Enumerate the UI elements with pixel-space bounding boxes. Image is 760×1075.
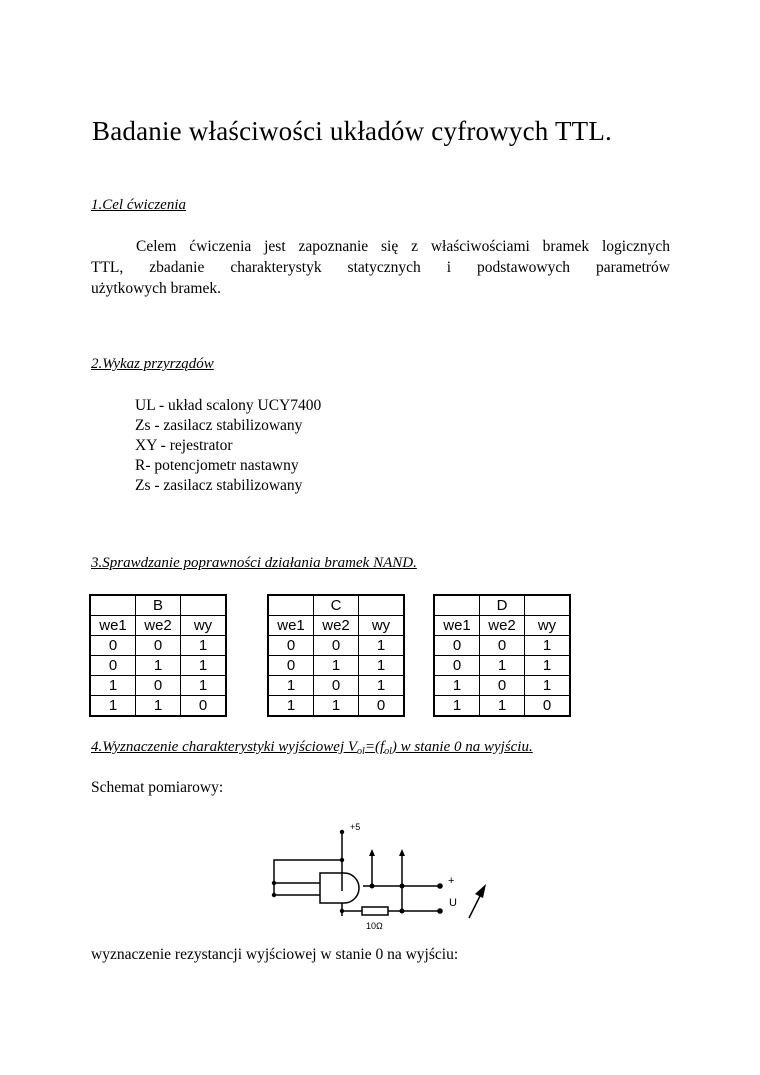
table-cell: 0 bbox=[136, 676, 181, 696]
table-cell: 1 bbox=[359, 636, 405, 656]
table-cell: 1 bbox=[359, 676, 405, 696]
table-cell: 1 bbox=[90, 696, 136, 717]
table-cell: 1 bbox=[268, 696, 314, 717]
section-1-heading: 1.Cel ćwiczenia bbox=[91, 197, 186, 213]
table-row bbox=[90, 676, 226, 696]
heading-subscript: ol bbox=[384, 746, 392, 757]
equipment-item: Zs - zasilacz stabilizowany bbox=[135, 477, 303, 494]
table-cell bbox=[525, 595, 571, 616]
table-row bbox=[268, 656, 404, 676]
table-cell: 0 bbox=[90, 656, 136, 676]
table-cell bbox=[90, 595, 136, 616]
column-header: wy bbox=[359, 616, 405, 636]
table-cell bbox=[268, 595, 314, 616]
nand-gate bbox=[320, 873, 359, 903]
table-row bbox=[434, 676, 570, 696]
resistor bbox=[362, 907, 388, 915]
truth-table-c bbox=[267, 594, 405, 717]
table-row bbox=[434, 656, 570, 676]
equipment-item: UL - układ scalony UCY7400 bbox=[135, 397, 322, 414]
table-row bbox=[434, 636, 570, 656]
table-row bbox=[90, 696, 226, 717]
table-cell: 1 bbox=[525, 636, 571, 656]
table-cell: 0 bbox=[90, 636, 136, 656]
equipment-item: XY - rejestrator bbox=[135, 437, 233, 454]
truth-table-b bbox=[89, 594, 227, 717]
table-row bbox=[268, 636, 404, 656]
table-cell: 1 bbox=[181, 676, 227, 696]
table-cell: 1 bbox=[181, 656, 227, 676]
table-cell: 0 bbox=[359, 696, 405, 717]
heading-part: 4.Wyznaczenie charakterystyki wyjściowej V bbox=[91, 739, 358, 755]
column-header: wy bbox=[181, 616, 227, 636]
equipment-item: Zs - zasilacz stabilizowany bbox=[135, 417, 303, 434]
table-row bbox=[268, 676, 404, 696]
table-cell: 0 bbox=[314, 676, 359, 696]
table-cell: 0 bbox=[480, 676, 525, 696]
table-row bbox=[90, 636, 226, 656]
table-cell: 1 bbox=[314, 656, 359, 676]
table-cell: 1 bbox=[525, 676, 571, 696]
column-header: we1 bbox=[268, 616, 314, 636]
schema-label: Schemat pomiarowy: bbox=[91, 779, 224, 796]
heading-part: ) w stanie 0 na wyjściu. bbox=[391, 739, 533, 755]
paragraph-line: użytkowych bramek. bbox=[91, 280, 221, 297]
table-cell: 0 bbox=[434, 656, 480, 676]
table-cell: 1 bbox=[136, 696, 181, 717]
section-2-heading: 2.Wykaz przyrządów bbox=[91, 356, 214, 372]
table-cell: 1 bbox=[480, 656, 525, 676]
table-cell: 0 bbox=[314, 636, 359, 656]
table-cell: 1 bbox=[181, 636, 227, 656]
arrow-head bbox=[475, 884, 486, 898]
section-3-heading: 3.Sprawdzanie poprawności działania bramek NAND. bbox=[91, 555, 417, 571]
voltage-label: U bbox=[449, 897, 457, 909]
table-cell: 0 bbox=[268, 636, 314, 656]
table-cell: 0 bbox=[268, 656, 314, 676]
table-cell: 1 bbox=[359, 656, 405, 676]
equipment-item: R- potencjometr nastawny bbox=[135, 457, 299, 474]
table-cell: 1 bbox=[434, 676, 480, 696]
table-cell: 0 bbox=[136, 636, 181, 656]
column-header: we1 bbox=[434, 616, 480, 636]
table-cell: 1 bbox=[90, 676, 136, 696]
table-cell: 1 bbox=[268, 676, 314, 696]
table-cell: 0 bbox=[181, 696, 227, 717]
plus-label: + bbox=[448, 875, 455, 887]
table-label: D bbox=[480, 595, 525, 616]
section-4-heading bbox=[91, 739, 533, 757]
output-resistance-label: wyznaczenie rezystancji wyjściowej w stanie 0 na wyjściu: bbox=[91, 946, 459, 963]
equipment-list bbox=[135, 396, 321, 496]
table-cell: 1 bbox=[136, 656, 181, 676]
table-cell: 1 bbox=[480, 696, 525, 717]
column-header: we1 bbox=[90, 616, 136, 636]
table-row bbox=[90, 656, 226, 676]
table-cell: 1 bbox=[314, 696, 359, 717]
truth-table-d bbox=[433, 594, 571, 717]
supply-label: +5 bbox=[350, 822, 361, 832]
table-cell: 1 bbox=[525, 656, 571, 676]
table-row bbox=[268, 696, 404, 717]
paragraph-line: TTL, zbadanie charakterystyk statycznych i podstawowych parametrów bbox=[91, 259, 670, 276]
column-header: we2 bbox=[480, 616, 525, 636]
page-title: Badanie właściwości układów cyfrowych TTL. bbox=[92, 116, 613, 146]
resistor-label: 10Ω bbox=[366, 921, 383, 931]
heading-part: =(f bbox=[364, 739, 385, 755]
column-header: we2 bbox=[136, 616, 181, 636]
column-header: wy bbox=[525, 616, 571, 636]
table-cell: 0 bbox=[480, 636, 525, 656]
input-wire-1 bbox=[274, 860, 342, 895]
table-cell: 0 bbox=[525, 696, 571, 717]
table-label: C bbox=[314, 595, 359, 616]
column-header: we2 bbox=[314, 616, 359, 636]
paragraph-line: Celem ćwiczenia jest zapoznanie się z właściwościami bramek logicznych bbox=[136, 238, 670, 255]
table-cell bbox=[434, 595, 480, 616]
table-cell bbox=[359, 595, 405, 616]
table-row bbox=[434, 696, 570, 717]
heading-subscript: ol bbox=[357, 746, 365, 757]
table-label: B bbox=[136, 595, 181, 616]
table-cell: 0 bbox=[434, 636, 480, 656]
section-1-paragraph bbox=[91, 236, 670, 299]
measurement-circuit-diagram bbox=[262, 818, 502, 936]
table-cell bbox=[181, 595, 227, 616]
table-cell: 1 bbox=[434, 696, 480, 717]
